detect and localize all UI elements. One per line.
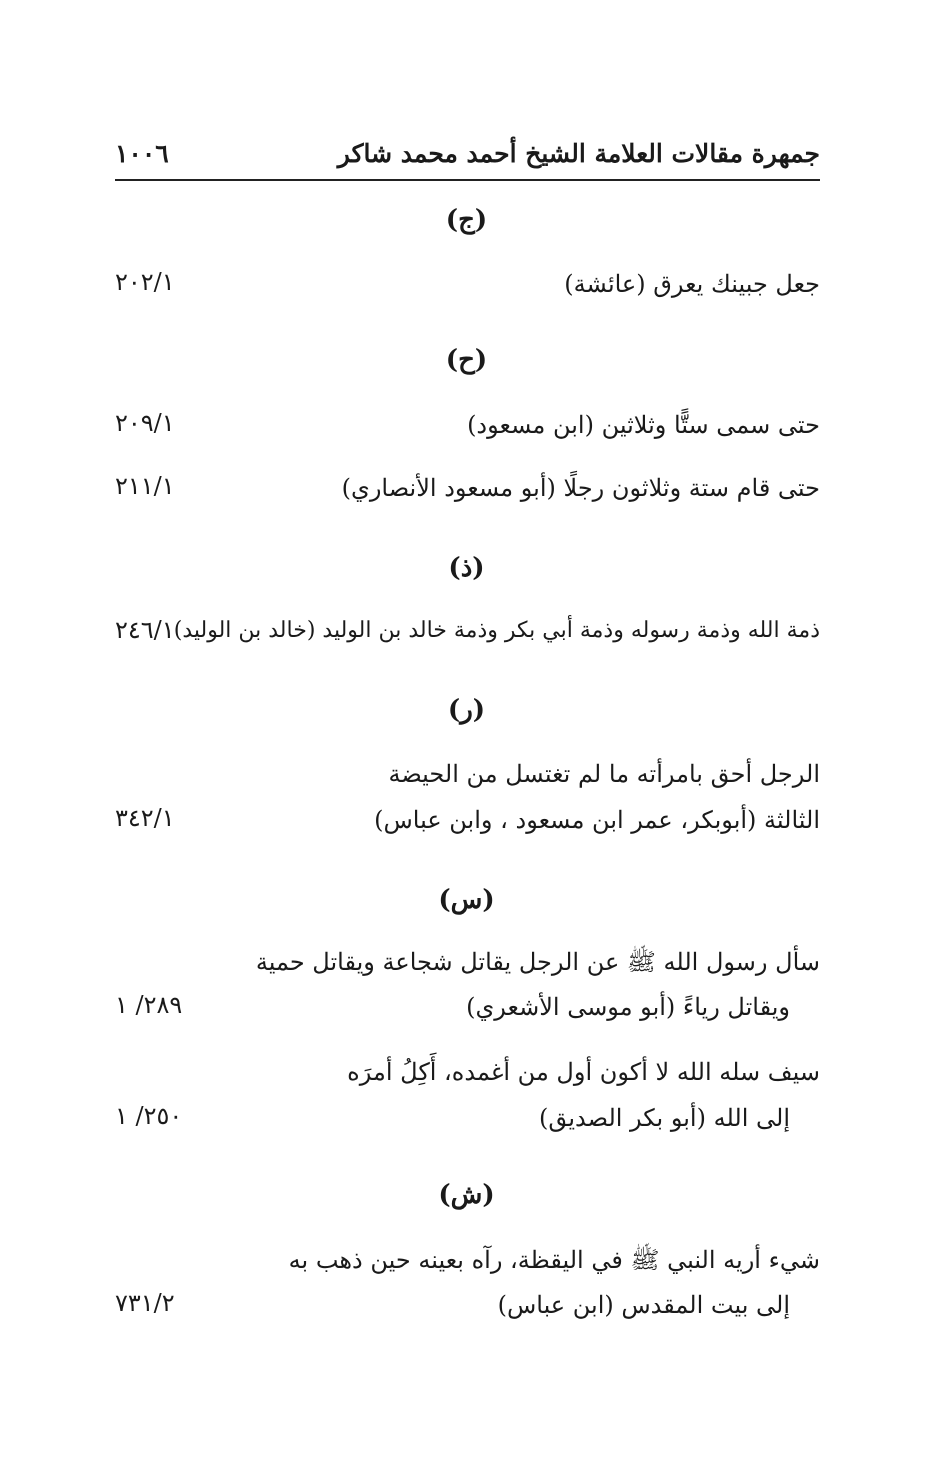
- section-letter: (ج): [445, 205, 488, 235]
- entry-text: الثالثة (أبوبكر، عمر ابن مسعود ، وابن عباس): [374, 806, 820, 834]
- entry-reference: ٢١١/١: [115, 472, 175, 500]
- section-letter: (ش): [438, 1180, 495, 1210]
- entry-reference: ٧٣١/٢: [115, 1289, 175, 1317]
- entry-reference: ٢٨٩/ ١: [115, 991, 183, 1019]
- entry-text: إلى الله (أبو بكر الصديق): [538, 1104, 790, 1132]
- entry-text: سأل رسول الله ﷺ عن الرجل يقاتل شجاعة ويقاتل حمية: [255, 948, 820, 976]
- entry-text: الرجل أحق بامرأته ما لم تغتسل من الحيضة: [388, 760, 820, 788]
- entry-reference: ٢٤٦/١: [115, 616, 175, 644]
- entry-text: ويقاتل رياءً (أبو موسى الأشعري): [466, 993, 790, 1021]
- entry-text: إلى بيت المقدس (ابن عباس): [497, 1291, 790, 1319]
- running-title: جمهرة مقالات العلامة الشيخ أحمد محمد شاكر: [337, 138, 820, 168]
- entry-text: حتى قام ستة وثلاثون رجلًا (أبو مسعود الأنصاري): [341, 474, 820, 502]
- section-letter: (ذ): [448, 553, 485, 583]
- entry-reference: ٢٠٢/١: [115, 268, 175, 296]
- running-header: [115, 130, 820, 176]
- header-rule: [115, 179, 820, 181]
- section-letter: (س): [438, 885, 495, 915]
- entry-text: سيف سله الله لا أكون أول من أغمده، أَكِلُ أمرَه: [347, 1058, 820, 1086]
- page-number: ١٠٠٦: [115, 138, 169, 168]
- entry-text: شيء أريه النبي ﷺ في اليقظة، رآه بعينه حين ذهب به: [288, 1246, 820, 1274]
- section-letter: (ح): [445, 345, 488, 375]
- entry-text: ذمة الله وذمة رسوله وذمة أبي بكر وذمة خالد بن الوليد (خالد بن الوليد): [173, 618, 820, 643]
- entry-reference: ٣٤٢/١: [115, 804, 175, 832]
- entry-text: حتى سمى ستًّا وثلاثين (ابن مسعود): [467, 411, 820, 439]
- entry-reference: ٢٥٠/ ١: [115, 1102, 183, 1130]
- section-letter: (ر): [447, 695, 486, 725]
- entry-reference: ٢٠٩/١: [115, 409, 175, 437]
- entry-text: جعل جبينك يعرق (عائشة): [564, 270, 820, 298]
